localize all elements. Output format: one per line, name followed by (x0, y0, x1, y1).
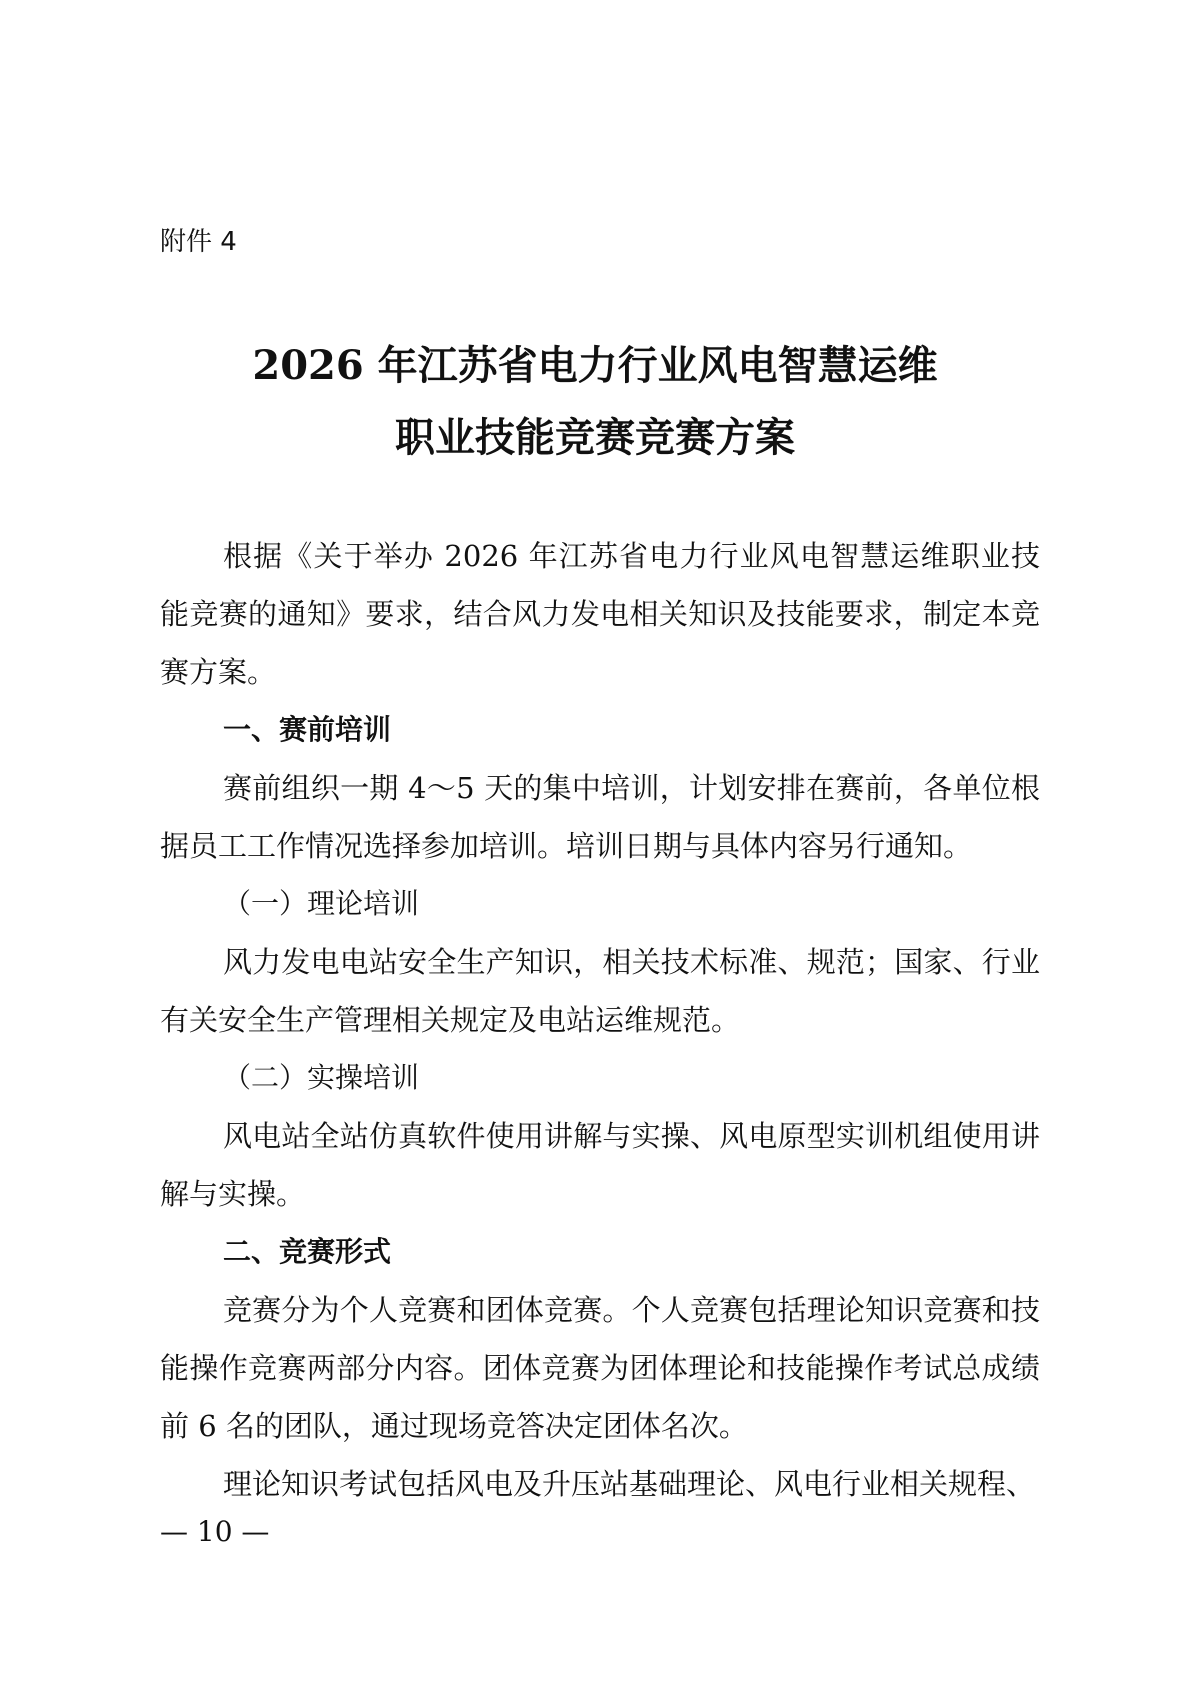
document-title-line-1: 2026 年江苏省电力行业风电智慧运维 (252, 342, 938, 389)
theory-exam-paragraph: 理论知识考试包括风电及升压站基础理论、风电行业相关规程、 (223, 1467, 1036, 1501)
document-body (160, 527, 1040, 1513)
attachment-label: 附件 4 (160, 227, 237, 257)
document-title-line-2: 职业技能竞赛竞赛方案 (395, 414, 795, 461)
subheading-practical-training: （二）实操培训 (223, 1061, 420, 1094)
competition-format-paragraph: 竞赛分为个人竞赛和团体竞赛。个人竞赛包括理论知识竞赛和技能操作竞赛两部分内容。团体竞赛为团体理论和技能操作考试总成绩前 6 名的团队，通过现场竞答决定团体名次。 (160, 1293, 1040, 1443)
subheading-theory-training: （一）理论培训 (223, 887, 420, 920)
pre-training-paragraph: 赛前组织一期 4～5 天的集中培训，计划安排在赛前，各单位根据员工工作情况选择参加培训。培训日期与具体内容另行通知。 (160, 771, 1040, 863)
intro-paragraph: 根据《关于举办 2026 年江苏省电力行业风电智慧运维职业技能竞赛的通知》要求，结合风力发电相关知识及技能要求，制定本竞赛方案。 (160, 539, 1040, 689)
practical-training-paragraph: 风电站全站仿真软件使用讲解与实操、风电原型实训机组使用讲解与实操。 (160, 1119, 1040, 1211)
theory-training-paragraph: 风力发电电站安全生产知识，相关技术标准、规范；国家、行业有关安全生产管理相关规定及电站运维规范。 (160, 945, 1040, 1037)
section-heading-competition-format: 二、竞赛形式 (223, 1235, 392, 1268)
section-heading-pre-training: 一、赛前培训 (223, 713, 392, 746)
page-number: — 10 — (160, 1515, 270, 1548)
